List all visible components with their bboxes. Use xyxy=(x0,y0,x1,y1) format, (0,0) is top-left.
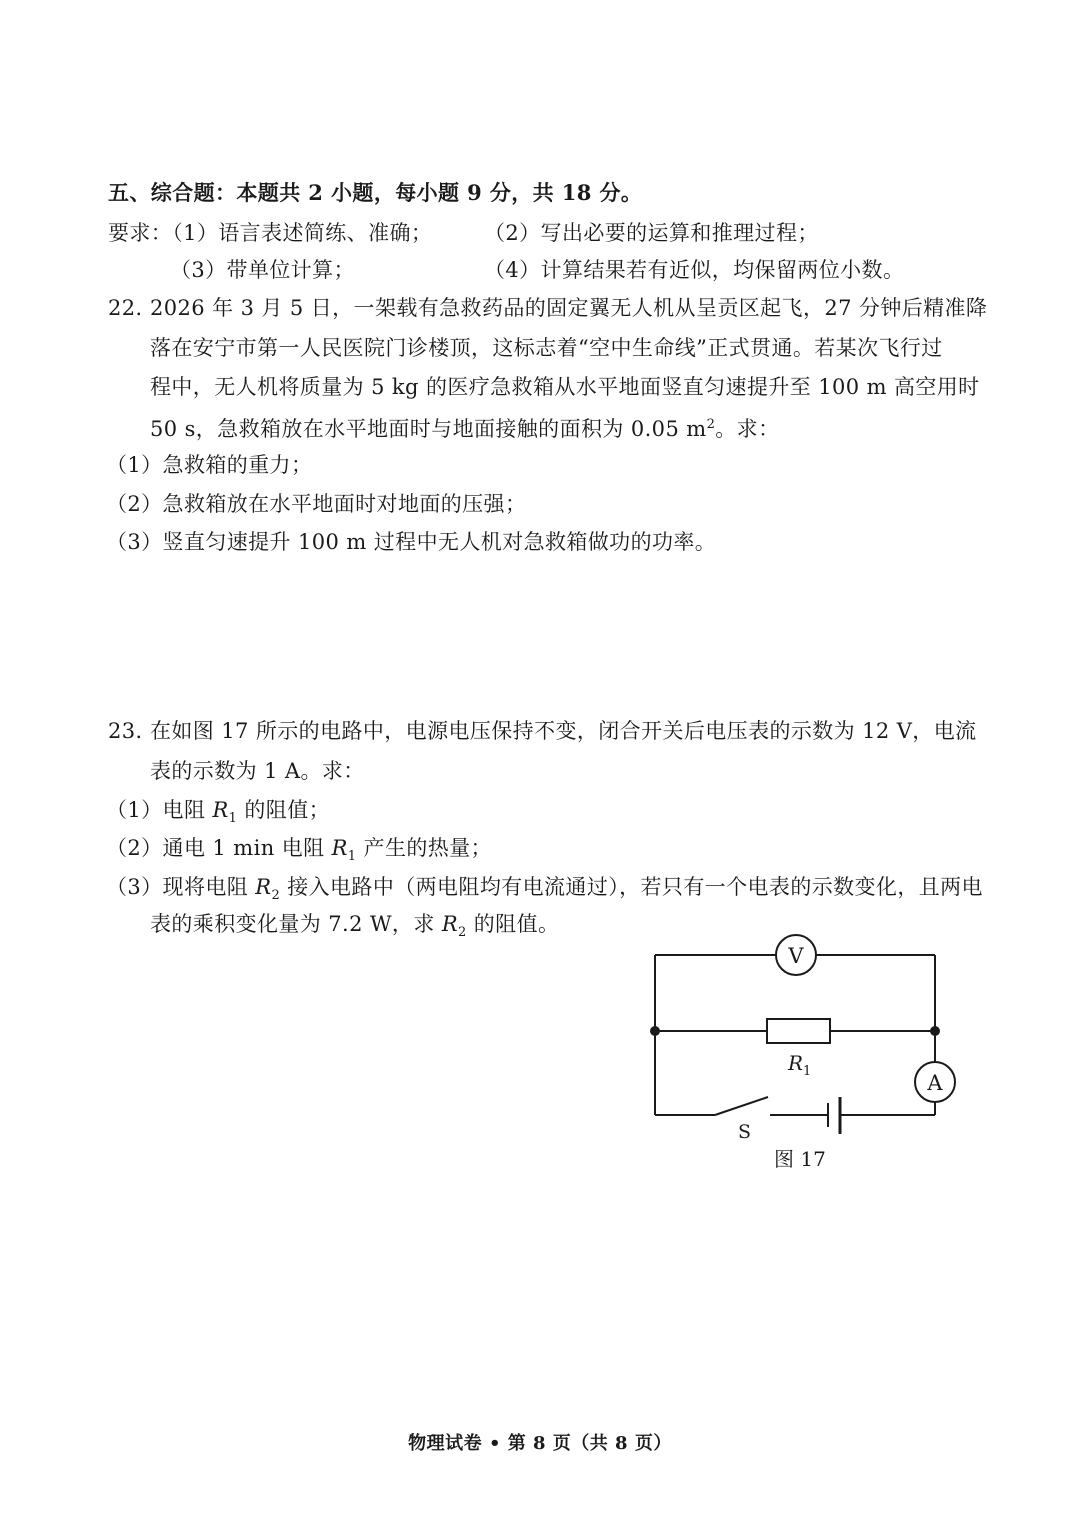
q22-line-1: 2026 年 3 月 5 日，一架载有急救药品的固定翼无人机从呈贡区起飞，27 分钟后精准降 xyxy=(150,296,988,320)
switch-label: S xyxy=(738,1121,752,1143)
r2-subscript: 2 xyxy=(271,888,281,904)
q23-sub-1 xyxy=(106,795,330,834)
requirement-1-text: （1）语言表述简练、准确； xyxy=(172,221,433,245)
requirement-2: （2）写出必要的运算和推理过程； xyxy=(484,221,819,245)
r2-symbol: R xyxy=(255,875,272,899)
switch-s-blade xyxy=(715,1097,768,1115)
r1-symbol: R xyxy=(212,798,229,822)
q23-sub-1-pre: （1）电阻 xyxy=(106,798,213,822)
q22-line-4-end: 。求： xyxy=(715,417,780,441)
q23-sub-3 xyxy=(106,872,983,911)
q22-line-2: 落在安宁市第一人民医院门诊楼顶，这标志着“空中生命线”正式贯通。若某次飞行过 xyxy=(150,336,943,360)
resistor-r1-letter: R xyxy=(788,1051,804,1075)
q22-sub-1: （1）急救箱的重力； xyxy=(106,453,313,477)
circuit-diagram xyxy=(640,935,970,1180)
requirement-3: （3）带单位计算； xyxy=(170,258,355,282)
requirement-4: （4）计算结果若有近似，均保留两位小数。 xyxy=(484,258,905,282)
q23-sub-3-pre: （3）现将电阻 xyxy=(106,875,256,899)
junction-right xyxy=(930,1026,940,1036)
q23-sub-3-line-2 xyxy=(150,909,559,948)
q23-line-1: 在如图 17 所示的电路中，电源电压保持不变，闭合开关后电压表的示数为 12 V，电流 xyxy=(150,719,977,743)
voltmeter-label: V xyxy=(788,944,804,968)
r1-subscript: 1 xyxy=(347,849,357,865)
requirement-1 xyxy=(108,218,432,248)
q23-sub-2-post: 产生的热量； xyxy=(356,836,492,860)
page-footer: 物理试卷 • 第 8 页（共 8 页） xyxy=(408,1433,672,1454)
q23-sub-3-line-2-pre: 表的乘积变化量为 7.2 W，求 xyxy=(150,912,442,936)
r1-symbol: R xyxy=(331,836,348,860)
q23-sub-1-post: 的阻值； xyxy=(237,798,331,822)
q22-number: 22． xyxy=(108,296,157,320)
q23-sub-3-post: 接入电路中（两电阻均有电流通过），若只有一个电表的示数变化，且两电 xyxy=(280,875,983,899)
q23-sub-2 xyxy=(106,833,492,872)
q23-line-2: 表的示数为 1 A。求： xyxy=(150,759,365,783)
q23-sub-2-pre: （2）通电 1 min 电阻 xyxy=(106,836,332,860)
figure-caption: 图 17 xyxy=(774,1147,826,1171)
r2-symbol: R xyxy=(441,912,459,936)
q23-sub-3-line-2-post: 的阻值。 xyxy=(466,912,560,936)
q22-area-exponent: 2 xyxy=(706,417,716,432)
q22-sub-2: （2）急救箱放在水平地面时对地面的压强； xyxy=(106,492,527,516)
q22-line-4 xyxy=(150,410,779,444)
resistor-r1-body xyxy=(767,1019,830,1043)
q23-number: 23． xyxy=(108,719,157,743)
q22-line-4-text: 50 s，急救箱放在水平地面时与地面接触的面积为 0.05 m xyxy=(150,417,707,441)
r2-subscript: 2 xyxy=(458,925,467,941)
resistor-r1-subscript: 1 xyxy=(803,1064,812,1079)
requirement-prefix: 要求： xyxy=(108,221,173,245)
q22-sub-3: （3）竖直匀速提升 100 m 过程中无人机对急救箱做功的功率。 xyxy=(106,530,717,554)
r1-subscript: 1 xyxy=(228,811,238,827)
junction-left xyxy=(650,1026,660,1036)
ammeter-label: A xyxy=(927,1071,943,1095)
section-title: 五、综合题：本题共 2 小题，每小题 9 分，共 18 分。 xyxy=(108,180,643,205)
q22-line-3: 程中，无人机将质量为 5 kg 的医疗急救箱从水平地面竖直匀速提升至 100 m 高空用时 xyxy=(150,375,980,399)
